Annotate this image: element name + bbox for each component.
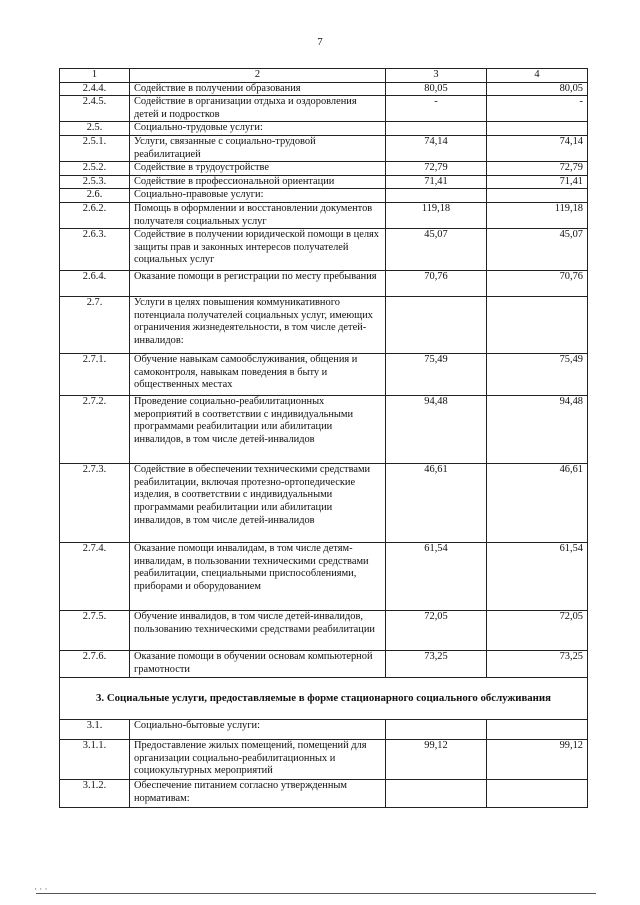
value-col4: 72,79 (487, 162, 588, 176)
row-number: 3.1.1. (60, 740, 130, 780)
value-col3: 70,76 (386, 271, 487, 297)
row-number: 2.5.2. (60, 162, 130, 176)
service-name: Оказание помощи инвалидам, в том числе детям-инвалидам, в пользовании техническими средствами реабилитации, специальными приспособлениями, приборами и оборудованием (130, 543, 386, 611)
service-name: Услуги в целях повышения коммуникативного потенциала получателей социальных услуг, имеющих ограничения жизнедеятельности, в том числе детей-инвалидов: (130, 297, 386, 354)
row-number: 2.7. (60, 297, 130, 354)
value-col3: 94,48 (386, 396, 487, 464)
service-name: Обеспечение питанием согласно утвержденным нормативам: (130, 780, 386, 808)
value-col4: 94,48 (487, 396, 588, 464)
service-name: Содействие в профессиональной ориентации (130, 175, 386, 189)
footer-rule (36, 893, 596, 894)
table-row (60, 82, 588, 96)
value-col4: 72,05 (487, 611, 588, 651)
row-number: 2.6.2. (60, 202, 130, 228)
service-name: Услуги, связанные с социально-трудовой реабилитацией (130, 135, 386, 161)
service-name: Предоставление жилых помещений, помещений для организации социально-реабилитационных и социокультурных мероприятий (130, 740, 386, 780)
service-name: Обучение навыкам самообслуживания, общения и самоконтроля, навыкам поведения в быту и общественных местах (130, 354, 386, 396)
value-col4: 46,61 (487, 464, 588, 543)
value-col3: 74,14 (386, 135, 487, 161)
service-name: Помощь в оформлении и восстановлении документов получателя социальных услуг (130, 202, 386, 228)
service-name: Оказание помощи в обучении основам компьютерной грамотности (130, 651, 386, 678)
table-header-row (60, 69, 588, 83)
value-col3 (386, 720, 487, 740)
value-col3: 46,61 (386, 464, 487, 543)
value-col3: 99,12 (386, 740, 487, 780)
value-col3 (386, 297, 487, 354)
section-title: 3. Социальные услуги, предоставляемые в форме стационарного социального обслуживания (60, 678, 588, 720)
service-name: Содействие в обеспечении техническими средствами реабилитации, включая протезно-ортопедические изделия, в соответствии с индивидуальными программами реабилитации или абилитации инвалидов, в том числе детей-инвалидов (130, 464, 386, 543)
value-col4: - (487, 96, 588, 122)
value-col3: 61,54 (386, 543, 487, 611)
table-row (60, 354, 588, 396)
row-number: 2.7.2. (60, 396, 130, 464)
page-number: 7 (317, 36, 323, 48)
table-row (60, 122, 588, 136)
value-col4: 70,76 (487, 271, 588, 297)
table-row (60, 96, 588, 122)
value-col3: 72,05 (386, 611, 487, 651)
services-tariff-table (59, 68, 588, 808)
table-row (60, 229, 588, 271)
value-col3: 45,07 (386, 229, 487, 271)
service-name: Содействие в трудоустройстве (130, 162, 386, 176)
service-name: Проведение социально-реабилитационных мероприятий в соответствии с индивидуальными программами реабилитации или абилитации инвалидов, в том числе детей-инвалидов (130, 396, 386, 464)
value-col4: 75,49 (487, 354, 588, 396)
value-col4: 99,12 (487, 740, 588, 780)
table-row (60, 271, 588, 297)
row-number: 3.1. (60, 720, 130, 740)
table-row (60, 740, 588, 780)
row-number: 3.1.2. (60, 780, 130, 808)
row-number: 2.7.1. (60, 354, 130, 396)
value-col3: 71,41 (386, 175, 487, 189)
header-cell: 2 (130, 69, 386, 83)
table-row (60, 611, 588, 651)
table-row (60, 297, 588, 354)
value-col3 (386, 122, 487, 136)
row-number: 2.5.1. (60, 135, 130, 161)
service-name: Оказание помощи в регистрации по месту пребывания (130, 271, 386, 297)
value-col4: 80,05 (487, 82, 588, 96)
table-row (60, 396, 588, 464)
value-col3: 119,18 (386, 202, 487, 228)
row-number: 2.7.6. (60, 651, 130, 678)
row-number: 2.5. (60, 122, 130, 136)
header-cell: 4 (487, 69, 588, 83)
table-row (60, 780, 588, 808)
value-col3: 73,25 (386, 651, 487, 678)
value-col4: 73,25 (487, 651, 588, 678)
value-col3: 75,49 (386, 354, 487, 396)
service-name: Обучение инвалидов, в том числе детей-инвалидов, пользованию техническими средствами реабилитации (130, 611, 386, 651)
table-row (60, 651, 588, 678)
value-col4: 45,07 (487, 229, 588, 271)
value-col4: 119,18 (487, 202, 588, 228)
row-number: 2.4.4. (60, 82, 130, 96)
value-col3: 80,05 (386, 82, 487, 96)
value-col3: 72,79 (386, 162, 487, 176)
value-col4 (487, 122, 588, 136)
value-col4: 71,41 (487, 175, 588, 189)
row-number: 2.4.5. (60, 96, 130, 122)
service-name: Содействие в получении юридической помощи в целях защиты прав и законных интересов получателей социальных услуг (130, 229, 386, 271)
value-col4 (487, 780, 588, 808)
value-col4 (487, 189, 588, 203)
row-number: 2.7.3. (60, 464, 130, 543)
table-row (60, 135, 588, 161)
row-number: 2.6. (60, 189, 130, 203)
service-name: Социально-трудовые услуги: (130, 122, 386, 136)
header-cell: 3 (386, 69, 487, 83)
footer-marks: · · · (34, 884, 48, 894)
table-row (60, 175, 588, 189)
section-header-row (60, 678, 588, 720)
service-name: Социально-бытовые услуги: (130, 720, 386, 740)
service-name: Содействие в получении образования (130, 82, 386, 96)
row-number: 2.6.4. (60, 271, 130, 297)
table-row (60, 189, 588, 203)
value-col4 (487, 297, 588, 354)
row-number: 2.5.3. (60, 175, 130, 189)
table-row (60, 202, 588, 228)
table-row (60, 543, 588, 611)
value-col4 (487, 720, 588, 740)
value-col4: 74,14 (487, 135, 588, 161)
value-col3 (386, 780, 487, 808)
row-number: 2.6.3. (60, 229, 130, 271)
value-col3: - (386, 96, 487, 122)
value-col3 (386, 189, 487, 203)
table-row (60, 720, 588, 740)
value-col4: 61,54 (487, 543, 588, 611)
row-number: 2.7.4. (60, 543, 130, 611)
service-name: Социально-правовые услуги: (130, 189, 386, 203)
row-number: 2.7.5. (60, 611, 130, 651)
service-name: Содействие в организации отдыха и оздоровления детей и подростков (130, 96, 386, 122)
table-row (60, 162, 588, 176)
header-cell: 1 (60, 69, 130, 83)
table-row (60, 464, 588, 543)
